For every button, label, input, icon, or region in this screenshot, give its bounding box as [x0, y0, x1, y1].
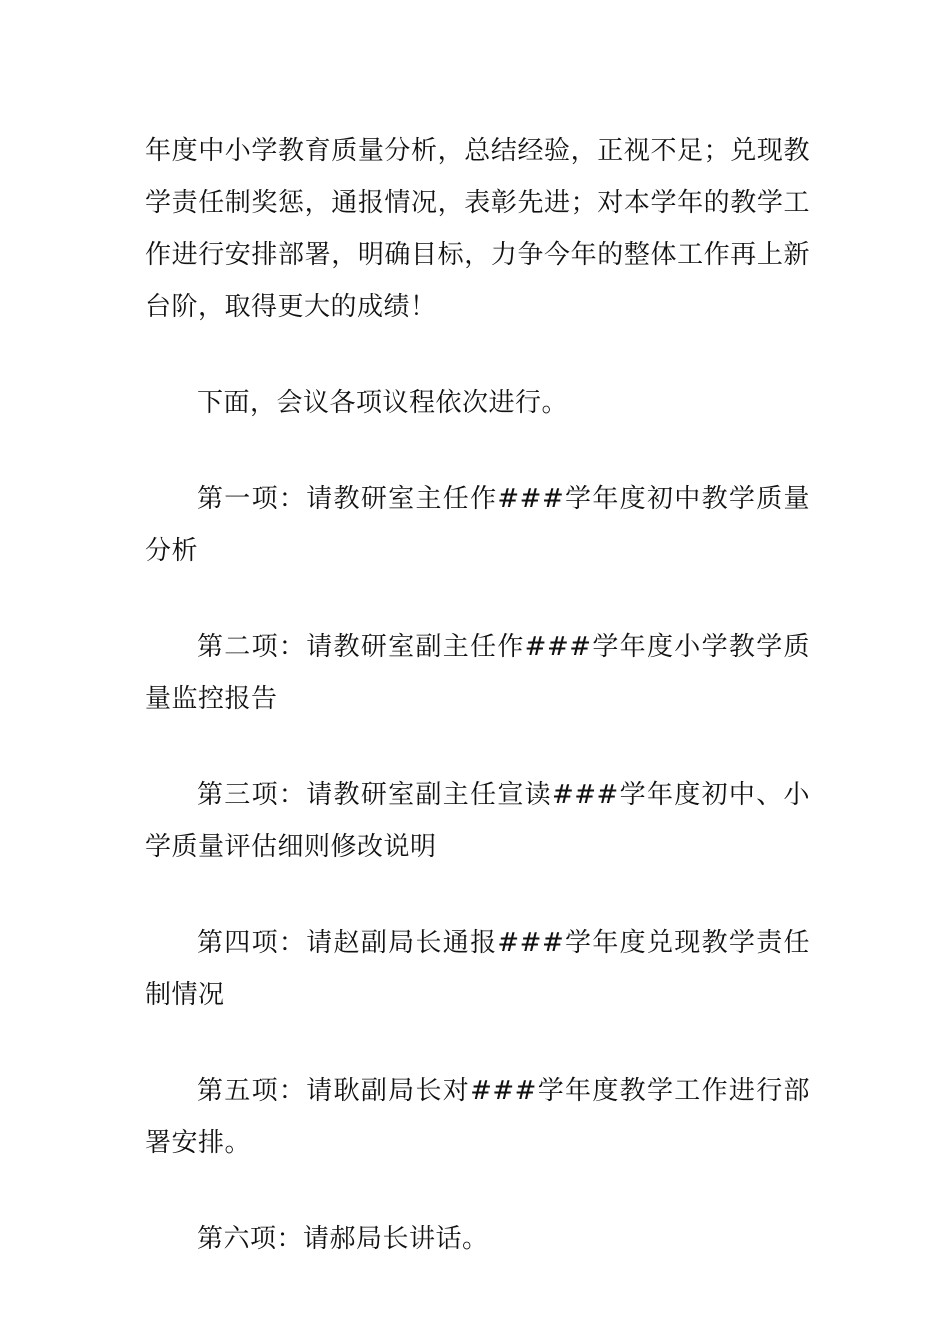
- agenda-item-1: 第一项：请教研室主任作###学年度初中教学质量分析: [145, 484, 810, 566]
- agenda-item-5: 第五项：请耿副局长对###学年度教学工作进行部署安排。: [145, 1076, 810, 1158]
- agenda-item-4: 第四项：请赵副局长通报###学年度兑现教学责任制情况: [145, 928, 810, 1010]
- agenda-intro: 下面，会议各项议程依次进行。: [197, 388, 569, 418]
- intro-paragraph: 年度中小学教育质量分析，总结经验，正视不足；兑现教学责任制奖惩，通报情况，表彰先进；对本学年的教学工作进行安排部署，明确目标，力争今年的整体工作再上新台阶，取得更大的成绩！: [145, 136, 810, 322]
- agenda-item-6: 第六项：请郝局长讲话。: [197, 1224, 489, 1254]
- agenda-item-2: 第二项：请教研室副主任作###学年度小学教学质量监控报告: [145, 632, 810, 714]
- agenda-item-3: 第三项：请教研室副主任宣读###学年度初中、小学质量评估细则修改说明: [145, 780, 810, 862]
- document-page: [145, 125, 810, 1265]
